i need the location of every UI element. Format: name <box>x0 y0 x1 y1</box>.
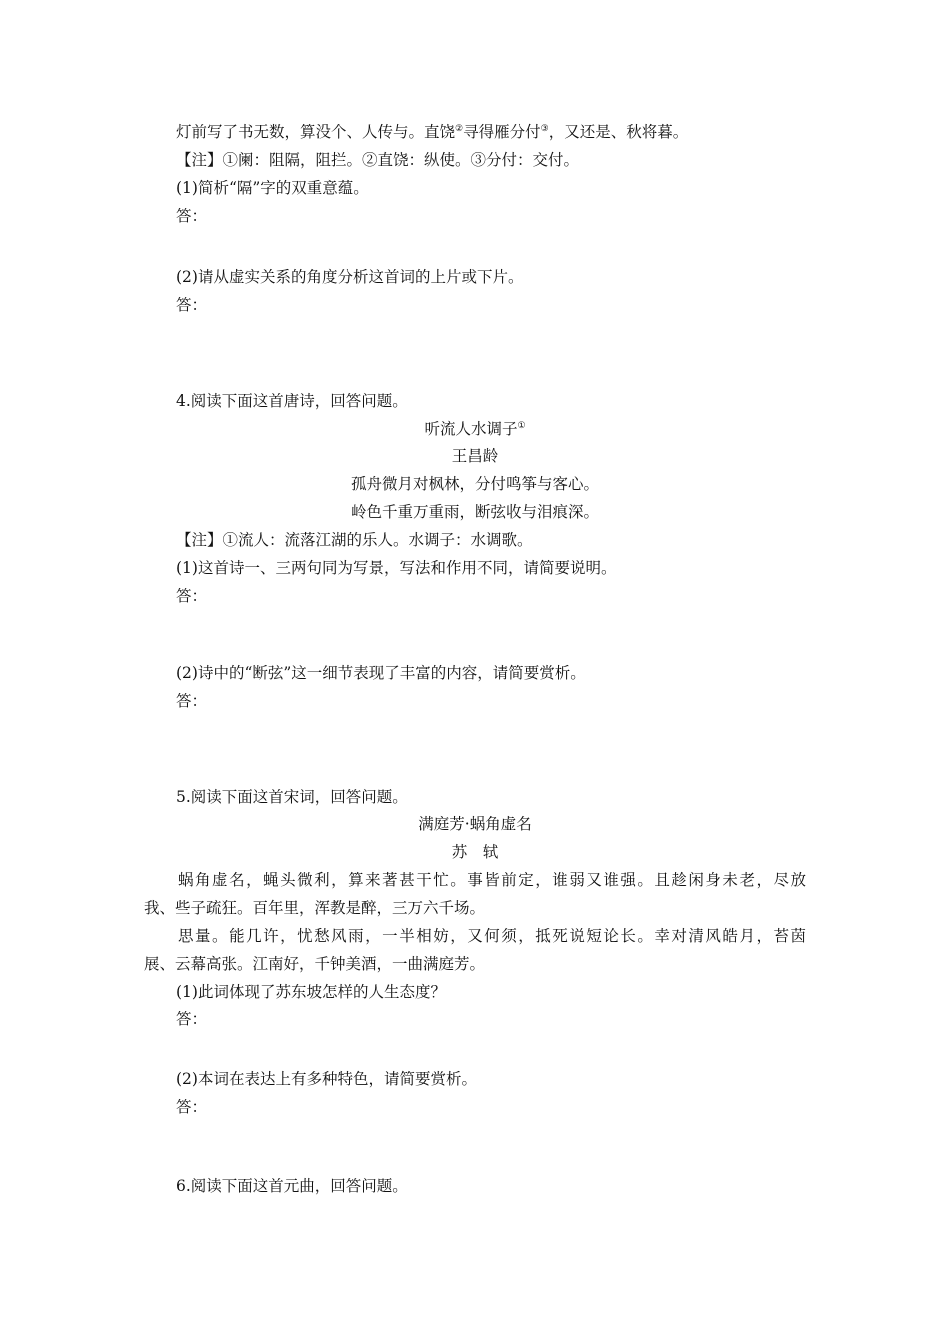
q5-stanza-2-line-1: 思量。能几许，忧愁风雨，一半相妨，又何须，抵死说短论长。幸对清风皓月，苔茵 <box>144 927 806 945</box>
q5-stanza-2-line-2: 展、云幕高张。江南好，千钟美酒，一曲满庭芳。 <box>144 955 486 973</box>
q4-answer-2-label: 答： <box>176 692 208 710</box>
q3-line-part-a: 灯前写了书无数，算没个、人传与。直饶 <box>176 123 456 141</box>
q4-verse-2: 岭色千重万重雨，断弦收与泪痕深。 <box>350 503 599 521</box>
q5-question-2: (2)本词在表达上有多种特色，请简要赏析。 <box>176 1070 477 1088</box>
q3-answer-1-label: 答： <box>176 207 208 225</box>
q5-poem-title: 满庭芳·蜗角虚名 <box>418 815 532 833</box>
q5-intro: 5.阅读下面这首宋词，回答问题。 <box>176 788 408 806</box>
q3-poem-last-line <box>176 121 688 143</box>
q6-intro: 6.阅读下面这首元曲，回答问题。 <box>176 1177 408 1195</box>
q4-title-text: 听流人水调子 <box>424 420 518 438</box>
note-marker-1: ① <box>517 420 526 431</box>
note-marker-3: ③ <box>540 123 549 134</box>
q3-answer-2-label: 答： <box>176 296 208 314</box>
q5-poem-author: 苏 轼 <box>451 843 499 861</box>
q4-verse-1: 孤舟微月对枫林，分付鸣筝与客心。 <box>350 475 599 493</box>
q5-stanza-1-line-1: 蜗角虚名，蝇头微利，算来著甚干忙。事皆前定，谁弱又谁强。且趁闲身未老，尽放 <box>144 871 806 889</box>
q4-question-1: (1)这首诗一、三两句同为写景，写法和作用不同，请简要说明。 <box>176 559 617 577</box>
q4-question-2: (2)诗中的“断弦”这一细节表现了丰富的内容，请简要赏析。 <box>176 664 586 682</box>
note-marker-2: ② <box>455 123 464 134</box>
q3-question-2: (2)请从虚实关系的角度分析这首词的上片或下片。 <box>176 268 524 286</box>
q4-note: 【注】①流人：流落江湖的乐人。水调子：水调歌。 <box>176 531 533 549</box>
q5-answer-2-label: 答： <box>176 1098 208 1116</box>
q4-poem-author: 王昌龄 <box>451 447 499 465</box>
q3-line-part-c: ，又还是、秋将暮。 <box>548 123 689 141</box>
q5-question-1: (1)此词体现了苏东坡怎样的人生态度？ <box>176 983 446 1001</box>
q3-question-1: (1)简析“隔”字的双重意蕴。 <box>176 179 369 197</box>
q4-intro: 4.阅读下面这首唐诗，回答问题。 <box>176 392 408 410</box>
q5-answer-1-label: 答： <box>176 1010 208 1028</box>
q4-poem-title <box>0 418 950 440</box>
q3-note: 【注】①阑：阻隔，阻拦。②直饶：纵使。③分付：交付。 <box>176 151 580 169</box>
q4-answer-1-label: 答： <box>176 587 208 605</box>
q5-stanza-1-line-2: 我、些子疏狂。百年里，浑教是醉，三万六千场。 <box>144 899 486 917</box>
q3-line-part-b: 寻得雁分付 <box>463 123 541 141</box>
